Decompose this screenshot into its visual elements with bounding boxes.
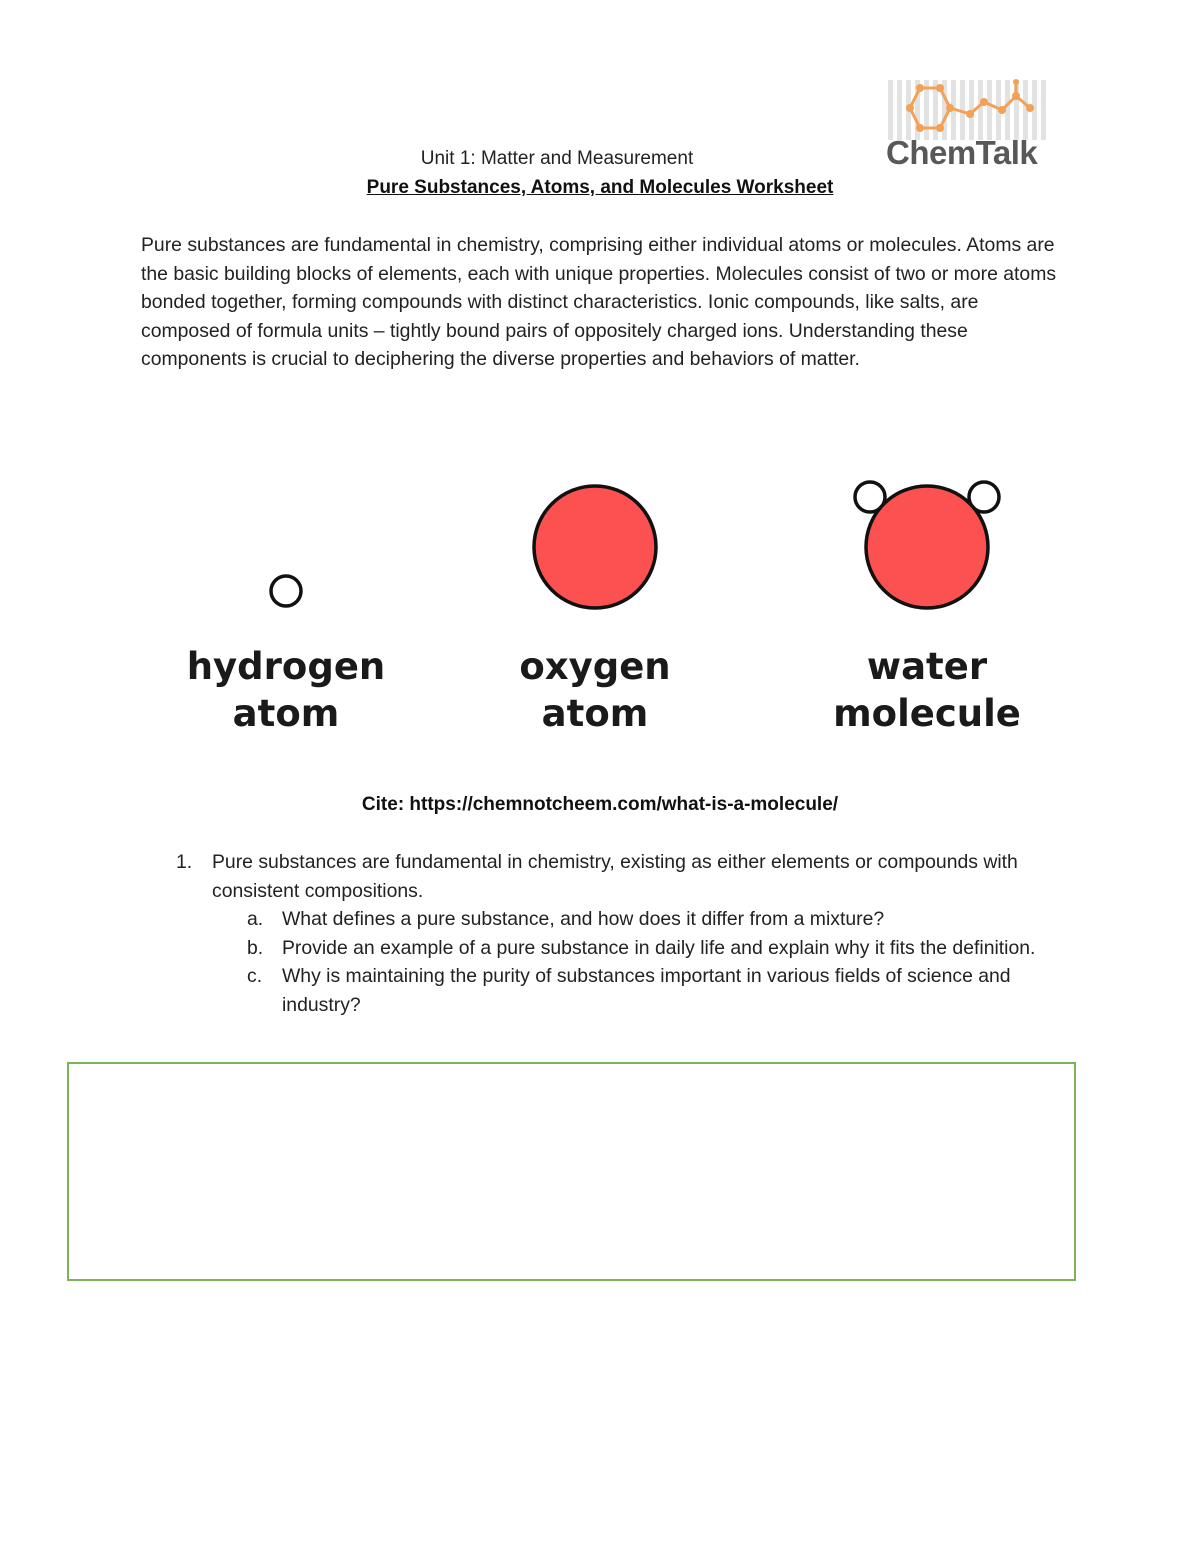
question-number: 1. — [176, 851, 193, 873]
sub-question-letter: a. — [247, 908, 264, 930]
oxygen-label-line1: oxygen — [519, 645, 671, 688]
hydrogen-label-line1: hydrogen — [186, 645, 386, 688]
sub-question-c — [247, 962, 1061, 1019]
question-1 — [141, 848, 1061, 1019]
citation: Cite: https://chemnotcheem.com/what-is-a-molecule/ — [361, 794, 839, 815]
answer-box[interactable] — [67, 1062, 1076, 1281]
question-text: Pure substances are fundamental in chemistry, existing as either elements or compounds with consistent compositions. — [212, 851, 1018, 902]
sub-question-text: What defines a pure substance, and how does it differ from a mixture? — [282, 908, 885, 930]
chemtalk-logo-text: ChemTalk — [886, 134, 1038, 171]
sub-question-letter: c. — [247, 965, 263, 987]
atoms-molecule-figure — [140, 470, 1080, 750]
sub-question-b — [247, 934, 1061, 963]
worksheet-title: Pure Substances, Atoms, and Molecules Worksheet — [366, 177, 834, 198]
hydrogen-label-line2: atom — [232, 692, 340, 735]
sub-question-a — [247, 905, 1061, 934]
unit-heading: Unit 1: Matter and Measurement — [420, 148, 694, 169]
intro-paragraph: Pure substances are fundamental in chemistry, comprising either individual atoms or molecules. Atoms are the basic building blocks of elements, each with unique properties. Molecules consist of two or more atoms bonded together, forming compounds with distinct characteristics. Ionic compounds, like salts, are composed of formula units – tightly bound pairs of oppositely charged ions. Understanding these components is crucial to deciphering the diverse properties and behaviors of matter. — [141, 234, 1057, 370]
water-label-line1: water — [866, 645, 988, 688]
sub-question-text: Provide an example of a pure substance in daily life and explain why it fits the definition. — [282, 936, 1036, 959]
water-oxygen-circle — [866, 486, 988, 608]
sub-question-text: Why is maintaining the purity of substances important in various fields of science and industry? — [282, 965, 1011, 1016]
sub-question-letter: b. — [247, 936, 264, 959]
hydrogen-atom-circle — [271, 576, 301, 606]
oxygen-label-line2: atom — [541, 692, 649, 735]
water-label-line2: molecule — [833, 692, 1021, 735]
oxygen-atom-circle — [534, 486, 656, 608]
